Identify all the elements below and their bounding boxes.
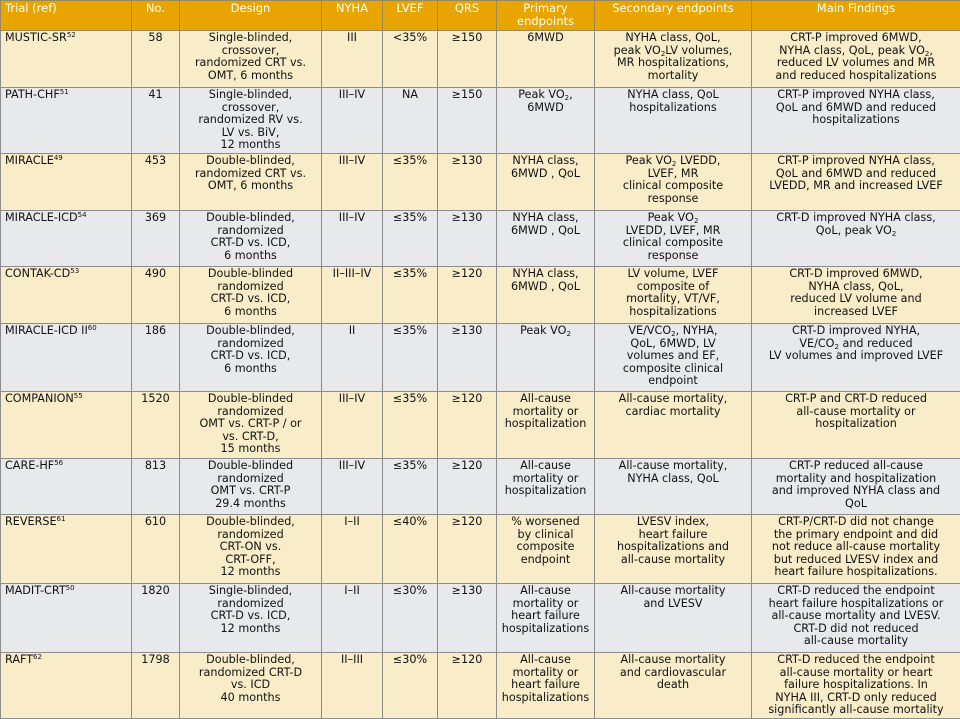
design-line: Double-blinded (182, 460, 319, 473)
qrs: ≥130 (438, 154, 497, 211)
lvef: ≤35% (383, 211, 438, 267)
design-line: Double-blinded, (182, 155, 319, 168)
lvef: ≤30% (383, 653, 438, 719)
main-findings-line: and improved NYHA class and (754, 485, 958, 498)
main-findings-line: CRT-P and CRT-D reduced (754, 393, 958, 406)
design (180, 211, 322, 267)
nyha-class: II–III–IV (322, 267, 383, 324)
secondary-endpoints-line: peak $VO_2LV$ volumes, (597, 45, 749, 58)
secondary-endpoints-line: MR hospitalizations, (597, 57, 749, 70)
trial-count: 813 (132, 459, 180, 515)
primary-endpoints-line: Peak $VO_2$, (499, 89, 592, 102)
secondary-endpoints (595, 584, 752, 653)
primary-endpoints-line: mortality or (499, 473, 592, 486)
nyha-class: I–II (322, 584, 383, 653)
primary-endpoints (497, 31, 595, 88)
primary-endpoints-line: hospitalization (499, 485, 592, 498)
main-findings-line: CRT-P improved NYHA class, (754, 155, 958, 168)
design-line: CRT-D vs. ICD, (182, 350, 319, 363)
secondary-endpoints-line: composite clinical (597, 363, 749, 376)
trial-ref: 60 (88, 324, 97, 332)
trial-name: PATH-CHF$^{51}$ (1, 88, 132, 154)
design (180, 31, 322, 88)
main-findings-line: all-cause mortality or (754, 406, 958, 419)
primary-endpoints-line: All-cause (499, 585, 592, 598)
design-line: randomized (182, 281, 319, 294)
lvef: ≤35% (383, 459, 438, 515)
trial-name: COMPANION$^{55}$ (1, 392, 132, 459)
table-row (1, 154, 960, 211)
design-line: CRT-D vs. ICD, (182, 237, 319, 250)
secondary-endpoints-line: clinical composite (597, 237, 749, 250)
main-findings-line: all-cause mortality and LVESV. (754, 610, 958, 623)
qrs: ≥130 (438, 324, 497, 392)
main-findings-line: and reduced hospitalizations (754, 70, 958, 83)
design (180, 392, 322, 459)
trial-ref: 53 (70, 267, 79, 275)
primary-endpoints (497, 88, 595, 154)
main-findings-line: CRT-D improved NYHA class, (754, 212, 958, 225)
trial-name: MADIT-CRT$^{50}$ (1, 584, 132, 653)
trial-name: REVERSE$^{61}$ (1, 515, 132, 584)
primary-endpoints-line: 6MWD , QoL (499, 281, 592, 294)
design-line: CRT-ON vs. (182, 541, 319, 554)
secondary-endpoints-line: NYHA class, QoL (597, 473, 749, 486)
secondary-endpoints-line: and LVESV (597, 598, 749, 611)
design-line: OMT vs. CRT-P (182, 485, 319, 498)
table-row (1, 31, 960, 88)
trial-count: 1798 (132, 653, 180, 719)
primary-endpoints (497, 267, 595, 324)
main-findings-line: CRT-P improved 6MWD, (754, 32, 958, 45)
main-findings-line: NYHA class, QoL, peak $VO_2$, (754, 45, 958, 58)
secondary-endpoints (595, 267, 752, 324)
qrs: ≥150 (438, 88, 497, 154)
design (180, 324, 322, 392)
main-findings-line: CRT-P/CRT-D did not change (754, 516, 958, 529)
design-line: vs. CRT-D, (182, 431, 319, 444)
trial-ref: 62 (33, 653, 42, 661)
design (180, 584, 322, 653)
nyha-class: II (322, 324, 383, 392)
design-line: Double-blinded, (182, 212, 319, 225)
secondary-endpoints (595, 88, 752, 154)
design-line: randomized (182, 529, 319, 542)
lvef: ≤35% (383, 267, 438, 324)
design-line: randomized CRT vs. (182, 168, 319, 181)
design (180, 515, 322, 584)
design-line: 15 months (182, 443, 319, 456)
primary-endpoints (497, 653, 595, 719)
qrs: ≥150 (438, 31, 497, 88)
secondary-endpoints (595, 211, 752, 267)
qrs: ≥120 (438, 459, 497, 515)
primary-endpoints-line: NYHA class, (499, 212, 592, 225)
design-line: 29.4 months (182, 498, 319, 511)
main-findings-line: heart failure hospitalizations. (754, 566, 958, 579)
design-line: CRT-OFF, (182, 554, 319, 567)
lvef: <35% (383, 31, 438, 88)
qrs: ≥120 (438, 267, 497, 324)
main-findings-line: $VE/CO_2$ and reduced (754, 338, 958, 351)
main-findings-line: mortality and hospitalization (754, 473, 958, 486)
trial-count: 369 (132, 211, 180, 267)
design-line: Double-blinded, (182, 325, 319, 338)
design-line: CRT-D vs. ICD, (182, 610, 319, 623)
main-findings-line: NYHA III, CRT-D only reduced (754, 692, 958, 705)
primary-endpoints-line: 6MWD (499, 32, 592, 45)
trial-count: 186 (132, 324, 180, 392)
design-line: OMT vs. CRT-P / or (182, 418, 319, 431)
secondary-endpoints-line: All-cause mortality, (597, 460, 749, 473)
nyha-class: III–IV (322, 88, 383, 154)
secondary-endpoints-line: hospitalizations (597, 102, 749, 115)
design-line: Double-blinded (182, 268, 319, 281)
main-findings (752, 88, 960, 154)
primary-endpoints-line: NYHA class, (499, 155, 592, 168)
main-findings-line: CRT-D reduced the endpoint (754, 654, 958, 667)
main-findings-line: CRT-P improved NYHA class, (754, 89, 958, 102)
main-findings (752, 324, 960, 392)
secondary-endpoints (595, 653, 752, 719)
secondary-endpoints-line: and cardiovascular (597, 667, 749, 680)
trial-count: 453 (132, 154, 180, 211)
primary-endpoints (497, 459, 595, 515)
secondary-endpoints-line: All-cause mortality (597, 585, 749, 598)
main-findings (752, 154, 960, 211)
secondary-endpoints (595, 31, 752, 88)
main-findings-line: CRT-D improved NYHA, (754, 325, 958, 338)
secondary-endpoints-line: cardiac mortality (597, 406, 749, 419)
design-line: randomized CRT vs. (182, 57, 319, 70)
design-line: vs. ICD (182, 679, 319, 692)
main-findings-line: reduced LV volumes and MR (754, 57, 958, 70)
design-line: 12 months (182, 623, 319, 636)
design-line: randomized (182, 406, 319, 419)
main-findings-line: LV volumes and improved LVEF (754, 350, 958, 363)
design-line: randomized (182, 338, 319, 351)
nyha-class: III–IV (322, 154, 383, 211)
primary-endpoints (497, 324, 595, 392)
qrs: ≥120 (438, 392, 497, 459)
main-findings (752, 584, 960, 653)
main-findings-line: QoL, peak $VO_2$ (754, 225, 958, 238)
header-no: No. (132, 1, 180, 31)
lvef: ≤35% (383, 392, 438, 459)
trial-count: 610 (132, 515, 180, 584)
main-findings-line: QoL and 6MWD and reduced (754, 102, 958, 115)
table-row (1, 267, 960, 324)
header-row (1, 1, 960, 31)
secondary-endpoints-line: hospitalizations (597, 306, 749, 319)
design-line: crossover, (182, 102, 319, 115)
trial-name: RAFT$^{62}$ (1, 653, 132, 719)
nyha-class: III–IV (322, 459, 383, 515)
qrs: ≥130 (438, 211, 497, 267)
lvef: ≤35% (383, 154, 438, 211)
main-findings-line: increased LVEF (754, 306, 958, 319)
primary-endpoints-line: NYHA class, (499, 268, 592, 281)
trial-ref: 51 (60, 88, 69, 96)
main-findings-line: QoL (754, 498, 958, 511)
nyha-class: III–IV (322, 392, 383, 459)
lvef: ≤40% (383, 515, 438, 584)
main-findings-line: NYHA class, QoL, (754, 281, 958, 294)
design-line: 6 months (182, 363, 319, 376)
trial-name: MIRACLE$^{49}$ (1, 154, 132, 211)
main-findings-line: CRT-D reduced the endpoint (754, 585, 958, 598)
secondary-endpoints (595, 392, 752, 459)
secondary-endpoints-line: Peak $VO_2$ LVEDD, (597, 155, 749, 168)
design-line: OMT, 6 months (182, 180, 319, 193)
primary-endpoints (497, 154, 595, 211)
primary-endpoints (497, 515, 595, 584)
trial-name: MIRACLE-ICD$^{54}$ (1, 211, 132, 267)
design-line: 12 months (182, 139, 319, 152)
secondary-endpoints-line: LV volume, LVEF (597, 268, 749, 281)
header-lvef: LVEF (383, 1, 438, 31)
design-line: 6 months (182, 250, 319, 263)
main-findings (752, 515, 960, 584)
secondary-endpoints-line: heart failure (597, 529, 749, 542)
table-row (1, 459, 960, 515)
primary-endpoints-line: hospitalizations (499, 692, 592, 705)
design-line: Double-blinded, (182, 654, 319, 667)
secondary-endpoints-line: clinical composite (597, 180, 749, 193)
design-line: randomized (182, 473, 319, 486)
table-row (1, 211, 960, 267)
design-line: Single-blinded, (182, 89, 319, 102)
nyha-class: II–III (322, 653, 383, 719)
main-findings (752, 392, 960, 459)
primary-endpoints-line: Peak $VO_2$ (499, 325, 592, 338)
main-findings (752, 211, 960, 267)
trial-ref: 49 (54, 154, 63, 162)
primary-endpoints-line: heart failure (499, 610, 592, 623)
design (180, 267, 322, 324)
secondary-endpoints-line: QoL, 6MWD, LV (597, 338, 749, 351)
design-line: Double-blinded, (182, 516, 319, 529)
table-row (1, 392, 960, 459)
secondary-endpoints-line: LVEF, MR (597, 168, 749, 181)
lvef: NA (383, 88, 438, 154)
primary-endpoints (497, 584, 595, 653)
design-line: randomized (182, 598, 319, 611)
design (180, 88, 322, 154)
secondary-endpoints-line: volumes and EF, (597, 350, 749, 363)
main-findings-line: but reduced LVESV index and (754, 554, 958, 567)
main-findings (752, 267, 960, 324)
design-line: LV vs. BiV, (182, 127, 319, 140)
secondary-endpoints-line: composite of (597, 281, 749, 294)
lvef: ≤35% (383, 324, 438, 392)
trial-ref: 55 (74, 392, 83, 400)
design-line: 12 months (182, 566, 319, 579)
secondary-endpoints-line: All-cause mortality, (597, 393, 749, 406)
table-row (1, 324, 960, 392)
primary-endpoints-line: hospitalization (499, 418, 592, 431)
design-line: crossover, (182, 45, 319, 58)
secondary-endpoints-line: All-cause mortality (597, 654, 749, 667)
primary-endpoints-line: mortality or (499, 598, 592, 611)
secondary-endpoints (595, 324, 752, 392)
secondary-endpoints-line: mortality (597, 70, 749, 83)
design-line: 40 months (182, 692, 319, 705)
design-line: Single-blinded, (182, 585, 319, 598)
design-line: randomized CRT-D (182, 667, 319, 680)
qrs: ≥120 (438, 653, 497, 719)
secondary-endpoints-line: Peak $VO_2$ (597, 212, 749, 225)
header-qrs: QRS (438, 1, 497, 31)
secondary-endpoints-line: $VE/VCO_2$, NYHA, (597, 325, 749, 338)
primary-endpoints-line: 6MWD (499, 102, 592, 115)
table-row (1, 584, 960, 653)
trial-count: 1820 (132, 584, 180, 653)
main-findings-line: LVEDD, MR and increased LVEF (754, 180, 958, 193)
design-line: OMT, 6 months (182, 70, 319, 83)
design-line: randomized RV vs. (182, 114, 319, 127)
primary-endpoints-line: All-cause (499, 460, 592, 473)
design-line: Single-blinded, (182, 32, 319, 45)
secondary-endpoints (595, 459, 752, 515)
header-trial: Trial (ref) (1, 1, 132, 31)
trial-name: CARE-HF$^{56}$ (1, 459, 132, 515)
secondary-endpoints-line: mortality, VT/VF, (597, 293, 749, 306)
qrs: ≥120 (438, 515, 497, 584)
main-findings (752, 31, 960, 88)
trial-ref: 56 (54, 459, 63, 467)
secondary-endpoints (595, 154, 752, 211)
trial-count: 490 (132, 267, 180, 324)
main-findings-line: all-cause mortality or heart (754, 667, 958, 680)
primary-endpoints-line: % worsened (499, 516, 592, 529)
primary-endpoints-line: 6MWD , QoL (499, 168, 592, 181)
secondary-endpoints-line: response (597, 250, 749, 263)
nyha-class: I–II (322, 515, 383, 584)
trial-count: 41 (132, 88, 180, 154)
main-findings-line: QoL and 6MWD and reduced (754, 168, 958, 181)
secondary-endpoints-line: LVESV index, (597, 516, 749, 529)
design-line: 6 months (182, 306, 319, 319)
trial-count: 1520 (132, 392, 180, 459)
design-line: CRT-D vs. ICD, (182, 293, 319, 306)
trial-ref: 61 (57, 515, 66, 523)
secondary-endpoints-line: response (597, 193, 749, 206)
primary-endpoints-line: All-cause (499, 393, 592, 406)
secondary-endpoints-line: all-cause mortality (597, 554, 749, 567)
table-row (1, 653, 960, 719)
primary-endpoints-line: composite (499, 541, 592, 554)
header-primary: Primary endpoints (497, 1, 595, 31)
secondary-endpoints-line: hospitalizations and (597, 541, 749, 554)
main-findings-line: CRT-P reduced all-cause (754, 460, 958, 473)
primary-endpoints-line: 6MWD , QoL (499, 225, 592, 238)
main-findings-line: CRT-D did not reduced (754, 623, 958, 636)
primary-endpoints-line: mortality or (499, 667, 592, 680)
main-findings (752, 653, 960, 719)
trial-name: MIRACLE-ICD II$^{60}$ (1, 324, 132, 392)
trial-name: CONTAK-CD$^{53}$ (1, 267, 132, 324)
main-findings-line: not reduce all-cause mortality (754, 541, 958, 554)
main-findings-line: hospitalizations (754, 114, 958, 127)
design-line: Double-blinded (182, 393, 319, 406)
primary-endpoints-line: by clinical (499, 529, 592, 542)
header-design: Design (180, 1, 322, 31)
primary-endpoints-line: heart failure (499, 679, 592, 692)
secondary-endpoints-line: NYHA class, QoL, (597, 32, 749, 45)
trial-name: MUSTIC-SR$^{52}$ (1, 31, 132, 88)
secondary-endpoints-line: LVEDD, LVEF, MR (597, 225, 749, 238)
header-nyha: NYHA (322, 1, 383, 31)
main-findings-line: significantly all-cause mortality (754, 704, 958, 717)
primary-endpoints-line: hospitalizations (499, 623, 592, 636)
primary-endpoints (497, 211, 595, 267)
design (180, 653, 322, 719)
primary-endpoints-line: endpoint (499, 554, 592, 567)
main-findings-line: the primary endpoint and did (754, 529, 958, 542)
design (180, 459, 322, 515)
lvef: ≤30% (383, 584, 438, 653)
main-findings-line: failure hospitalizations. In (754, 679, 958, 692)
header-secondary: Secondary endpoints (595, 1, 752, 31)
primary-endpoints (497, 392, 595, 459)
design-line: randomized (182, 225, 319, 238)
nyha-class: III–IV (322, 211, 383, 267)
trial-count: 58 (132, 31, 180, 88)
primary-endpoints-line: All-cause (499, 654, 592, 667)
trial-ref: 52 (67, 31, 76, 39)
main-findings (752, 459, 960, 515)
secondary-endpoints-line: endpoint (597, 375, 749, 388)
secondary-endpoints-line: death (597, 679, 749, 692)
trial-ref: 54 (78, 211, 87, 219)
primary-endpoints-line: mortality or (499, 406, 592, 419)
nyha-class: III (322, 31, 383, 88)
main-findings-line: hospitalization (754, 418, 958, 431)
table-row (1, 88, 960, 154)
design (180, 154, 322, 211)
main-findings-line: all-cause mortality (754, 635, 958, 648)
header-findings: Main Findings (752, 1, 960, 31)
secondary-endpoints-line: NYHA class, QoL (597, 89, 749, 102)
table-row (1, 515, 960, 584)
main-findings-line: CRT-D improved 6MWD, (754, 268, 958, 281)
main-findings-line: heart failure hospitalizations or (754, 598, 958, 611)
secondary-endpoints (595, 515, 752, 584)
main-findings-line: reduced LV volume and (754, 293, 958, 306)
trial-ref: 50 (66, 584, 75, 592)
qrs: ≥130 (438, 584, 497, 653)
